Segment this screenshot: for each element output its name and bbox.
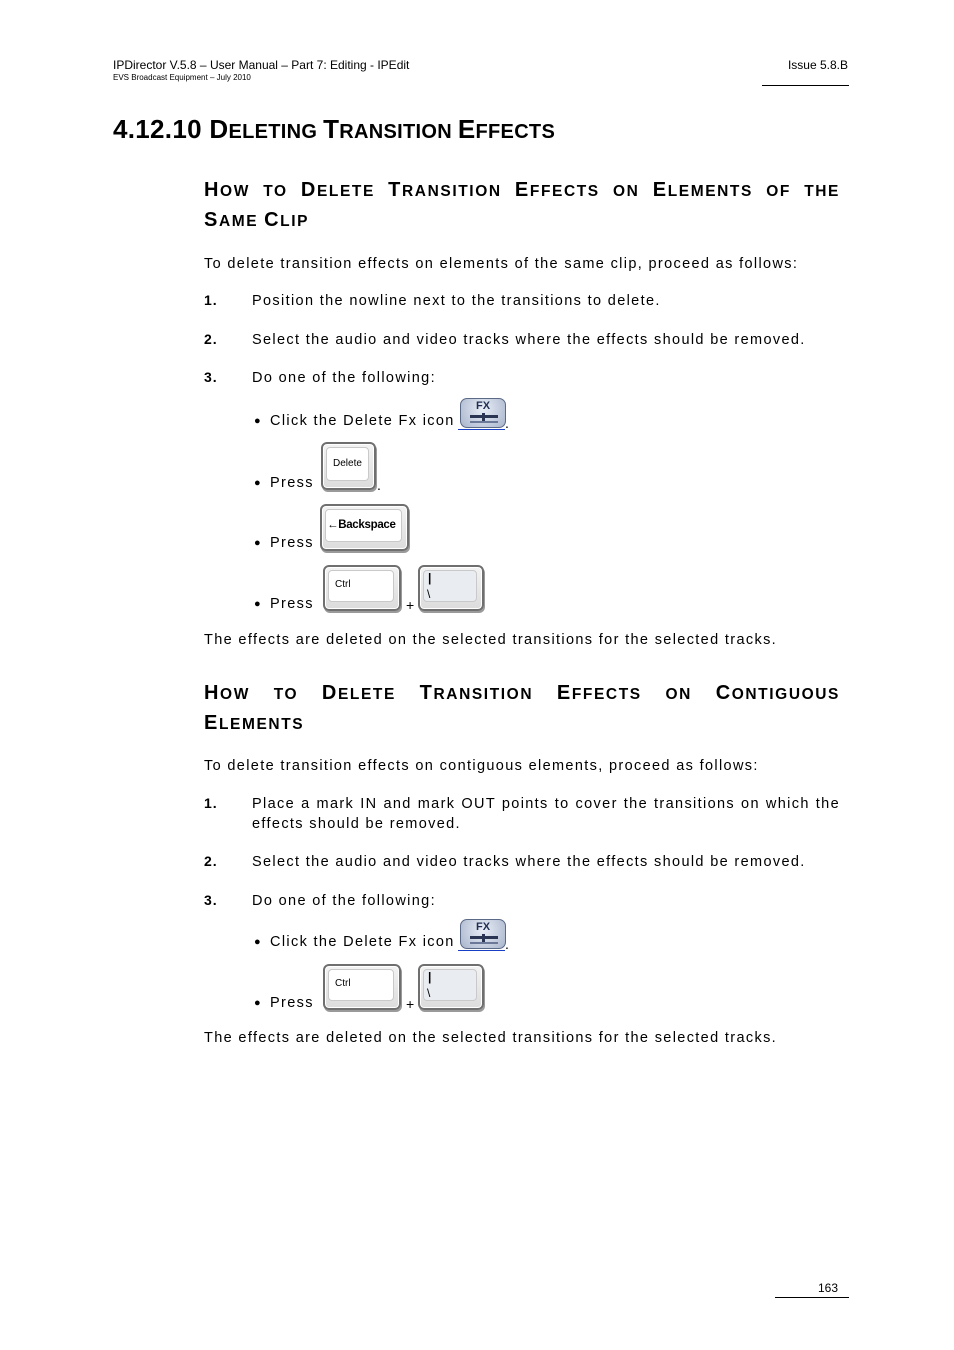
bullet-item: ● Click the Delete Fx icon [254,413,455,429]
header-subtitle: EVS Broadcast Equipment – July 2010 [113,73,251,82]
step-text: Do one of the following: [252,370,436,386]
subsection-heading-contiguous-line1: HOW TO DELETE TRANSITION EFFECTS ON CONTIGUOUS [204,682,840,704]
step-text: Position the nowline next to the transitions to delete. [252,293,661,309]
punctuation: . [505,415,509,431]
punctuation: . [505,936,509,952]
bullet-item: ● Press [254,535,314,551]
step-number: 3. [204,369,218,385]
subsection-heading-same-clip-line2: SAME CLIP [204,209,310,231]
punctuation: . [377,477,381,493]
bullet-item: ● Press [254,475,314,491]
section-heading: 4.12.10 DELETING TRANSITION EFFECTS [113,114,556,144]
outro-paragraph: The effects are deleted on the selected transitions for the selected tracks. [204,632,778,648]
subsection-heading-same-clip-line1: HOW TO DELETE TRANSITION EFFECTS ON ELEMENTS OF THE [204,179,840,201]
bullet-icon: ● [254,598,262,610]
footer-rule [775,1297,849,1298]
delete-fx-icon[interactable]: FX [460,398,506,428]
plus-sign: + [406,597,415,613]
bullet-item: ● Press [254,995,314,1011]
ctrl-key: Ctrl [323,565,401,611]
delete-fx-icon[interactable]: FX [460,919,506,949]
page-number: 163 [817,1281,838,1295]
plus-sign: + [406,996,415,1012]
step-number: 2. [204,853,218,869]
step-number: 1. [204,795,218,811]
bullet-item: ● Click the Delete Fx icon [254,934,455,950]
bullet-item: ● Press [254,596,314,612]
backslash-key: | \ [418,565,484,611]
outro-paragraph: The effects are deleted on the selected transitions for the selected tracks. [204,1030,778,1046]
step-text: Select the audio and video tracks where the effects should be removed. [252,854,806,870]
header-rule [762,85,849,86]
icon-link-underline [458,429,505,430]
bullet-icon: ● [254,477,262,489]
subsection-heading-contiguous-line2: ELEMENTS [204,712,305,734]
step-text: Do one of the following: [252,893,436,909]
step-number: 2. [204,331,218,347]
bullet-icon: ● [254,537,262,549]
step-text: Select the audio and video tracks where the effects should be removed. [252,332,806,348]
bullet-icon: ● [254,997,262,1009]
bullet-icon: ● [254,415,262,427]
header-issue: Issue 5.8.B [787,58,848,72]
step-number: 3. [204,892,218,908]
section-number: 4.12.10 [113,114,202,144]
intro-paragraph: To delete transition effects on elements of the same clip, proceed as follows: [204,256,799,272]
backslash-key: | \ [418,964,484,1010]
step-text: Place a mark IN and mark OUT points to cover the transitions on which the effects should be removed. [252,796,840,832]
backspace-key: ←Backspace [320,504,409,551]
ctrl-key: Ctrl [323,964,401,1010]
icon-link-underline [458,950,505,951]
intro-paragraph: To delete transition effects on contiguous elements, proceed as follows: [204,758,759,774]
header-title: IPDirector V.5.8 – User Manual – Part 7: Editing - IPEdit [113,58,410,72]
step-number: 1. [204,292,218,308]
bullet-icon: ● [254,936,262,948]
delete-key: Delete [321,442,376,490]
